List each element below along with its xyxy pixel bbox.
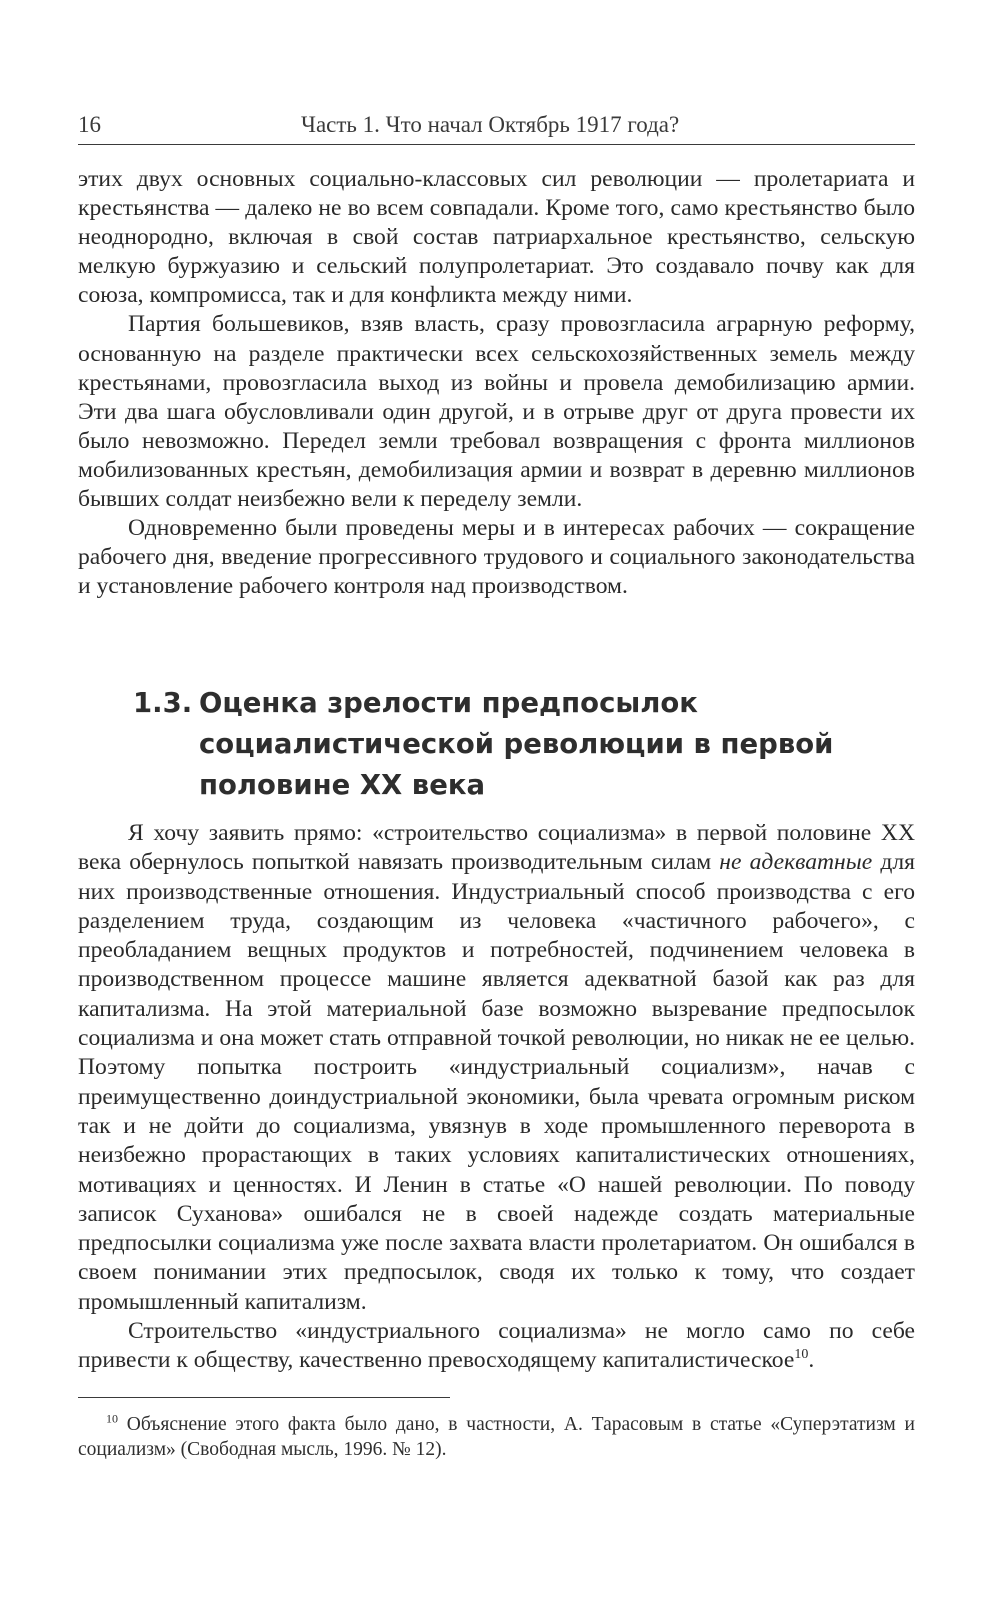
paragraph: Партия большевиков, взяв власть, сразу провозгласила аграрную реформу, основанную на разделе практически всех сельскохозяйственных земель между крестьянами, провозгласила выход из войны и провела демобилизацию армии. Эти два шага обусловливали один другой, и в отрыве друг от друга провести их было невозможно. Передел земли требовал возвращения с фронта миллионов мобилизованных крестьян, демобилизация армии и возврат в деревню миллионов бывших солдат неизбежно вели к переделу земли. — [78, 311, 915, 513]
paragraph — [78, 819, 915, 1317]
footnote-marker: 10 — [106, 1411, 118, 1426]
page-number: 16 — [78, 112, 101, 137]
body-text-before-section — [78, 165, 915, 601]
footnote — [78, 1412, 915, 1462]
footnote-divider — [78, 1397, 450, 1398]
paragraph-text: Строительство «индустриального социализма» не могло само по себе привести к обществу, качественно превосходящему капиталистическое — [78, 1318, 915, 1374]
footnote-reference[interactable]: 10 — [794, 1347, 809, 1363]
footnote-paragraph — [78, 1412, 915, 1462]
body-text-after-section — [78, 819, 915, 1376]
paragraph — [78, 1317, 915, 1376]
paragraph: Одновременно были проведены меры и в интересах рабочих — сокращение рабочего дня, введение прогрессивного трудового и социального законодательства и установление рабочего контроля над производством. — [78, 515, 915, 600]
italic-emphasis: не адекватные — [719, 849, 873, 876]
paragraph-text: Я хочу заявить прямо: «строительство социализма» в первой половине XX века обернулось попыткой навязать производительным силам — [78, 820, 915, 876]
section-title: Оценка зрелости предпосылок социалистической революции в первой половине XX века — [199, 687, 834, 801]
footnote-text: Объяснение этого факта было дано, в частности, А. Тарасовым в статье «Суперэтатизм и социализм» (Свободная мысль, 1996. № 12). — [78, 1414, 915, 1460]
paragraph-end: . — [808, 1347, 815, 1374]
paragraph-continued: этих двух основных социально-классовых сил революции — пролетариата и крестьянства — далеко не во всем совпадали. Кроме того, само крестьянство было неоднородно, включая в свой состав патриархальное крестьянство, сельскую мелкую буржуазию и сельский полупролетариат. Это создавало почву как для союза, компромисса, так и для конфликта между ними. — [78, 166, 915, 309]
running-head-title: Часть 1. Что начал Октябрь 1917 года? — [301, 112, 680, 137]
paragraph-text: для них производственные отношения. Индустриальный способ производства с его разделением труда, создающим из человека «частичного рабочего», с преобладанием вещных продуктов и потребностей, подчинением человека в производственном процессе машине является адекватной базой как раз для капитализма. На этой материальной базе возможно вызревание предпосылок социализма и она может стать отправной точкой революции, но никак не ее целью. Поэтому попытка построить «индустриальный социализм», начав с преимущественно доиндустриальной экономики, была чревата огромным риском так и не дойти до социализма, увязнув в ходе промышленного переворота в неизбежно прорастающих в таких условиях капиталистических отношениях, мотивациях и ценностях. И Ленин в статье «О нашей революции. По поводу записок Суханова» ошибался не в своей надежде создать материальные предпосылки социализма уже после захвата власти пролетариатом. Он ошибался в своем понимании этих предпосылок, сводя их только к тому, что создает промышленный капитализм. — [78, 849, 915, 1315]
running-head — [78, 108, 915, 145]
section-number: 1.3. — [133, 687, 193, 719]
